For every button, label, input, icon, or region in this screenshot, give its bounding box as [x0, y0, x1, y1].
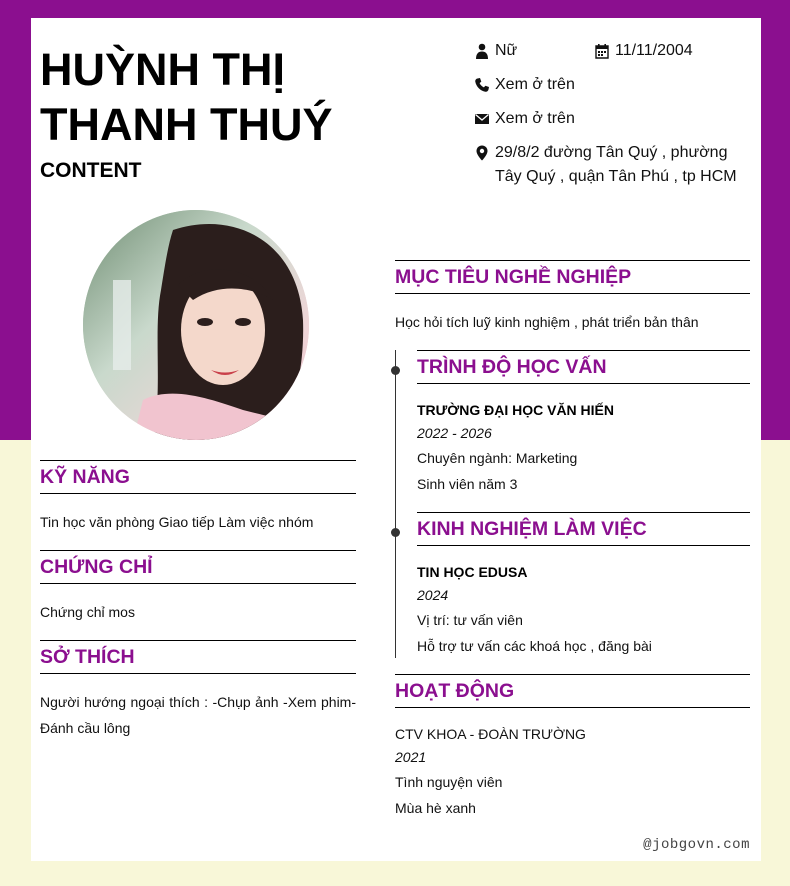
activities-heading: HOẠT ĐỘNG: [395, 674, 750, 708]
experience-duty: Hỗ trợ tư vấn các khoá học , đăng bài: [417, 638, 652, 654]
hobbies-heading: SỞ THÍCH: [40, 640, 356, 674]
person-icon: [474, 43, 490, 59]
timeline-dot-education: [391, 366, 400, 375]
experience-role: Vị trí: tư vấn viên: [417, 612, 523, 628]
avatar-photo: [83, 210, 309, 440]
job-position: CONTENT: [40, 159, 142, 182]
skills-text: Tin học văn phòng Giao tiếp Làm việc nhóm: [40, 514, 314, 530]
birthday-value: 11/11/2004: [615, 42, 693, 59]
activities-item-1: Tình nguyện viên: [395, 774, 503, 790]
experience-heading: KINH NGHIỆM LÀM VIỆC: [417, 512, 750, 546]
objective-text: Học hỏi tích luỹ kinh nghiệm , phát triển bản thân: [395, 314, 699, 330]
certificates-heading: CHỨNG CHỈ: [40, 550, 356, 584]
contact-birthday: [594, 39, 693, 63]
address-value: 29/8/2 đường Tân Quý , phường Tây Quý , quận Tân Phú , tp HCM: [495, 144, 737, 185]
timeline-dot-experience: [391, 528, 400, 537]
envelope-icon: [474, 111, 490, 127]
experience-company: TIN HỌC EDUSA: [417, 564, 528, 580]
education-heading: TRÌNH ĐỘ HỌC VẤN: [417, 350, 750, 384]
skills-heading: KỸ NĂNG: [40, 460, 356, 494]
certificates-text: Chứng chỉ mos: [40, 604, 135, 620]
experience-entry: [417, 561, 750, 659]
map-pin-icon: [474, 145, 490, 161]
email-value: Xem ở trên: [495, 110, 575, 127]
calendar-icon: [594, 43, 610, 59]
objective-heading: MỤC TIÊU NGHỀ NGHIỆP: [395, 260, 750, 294]
experience-year: 2024: [417, 587, 449, 603]
contact-phone: [474, 73, 575, 97]
phone-icon: [474, 77, 490, 93]
education-major: Chuyên ngành: Marketing: [417, 450, 578, 466]
contact-address: [474, 141, 752, 189]
activities-year: 2021: [395, 749, 427, 765]
education-school: TRƯỜNG ĐẠI HỌC VĂN HIẾN: [417, 402, 615, 418]
full-name: HUỲNH THỊ THANH THUÝ: [40, 44, 333, 150]
activities-org: CTV KHOA - ĐOÀN TRƯỜNG: [395, 726, 586, 742]
contact-gender: [474, 39, 517, 63]
education-entry: [417, 399, 750, 497]
hobbies-text: Người hướng ngoại thích : -Chụp ảnh -Xem phim-Đánh cầu lông: [40, 694, 356, 736]
activities-entry: [395, 723, 750, 821]
education-status: Sinh viên năm 3: [417, 476, 518, 492]
contact-email: [474, 107, 575, 131]
gender-value: Nữ: [495, 42, 518, 59]
education-period: 2022 - 2026: [417, 425, 492, 441]
timeline-line: [395, 350, 396, 658]
activities-item-2: Mùa hè xanh: [395, 800, 476, 816]
brand-watermark: @jobgovn.com: [643, 837, 750, 853]
phone-value: Xem ở trên: [495, 76, 575, 93]
